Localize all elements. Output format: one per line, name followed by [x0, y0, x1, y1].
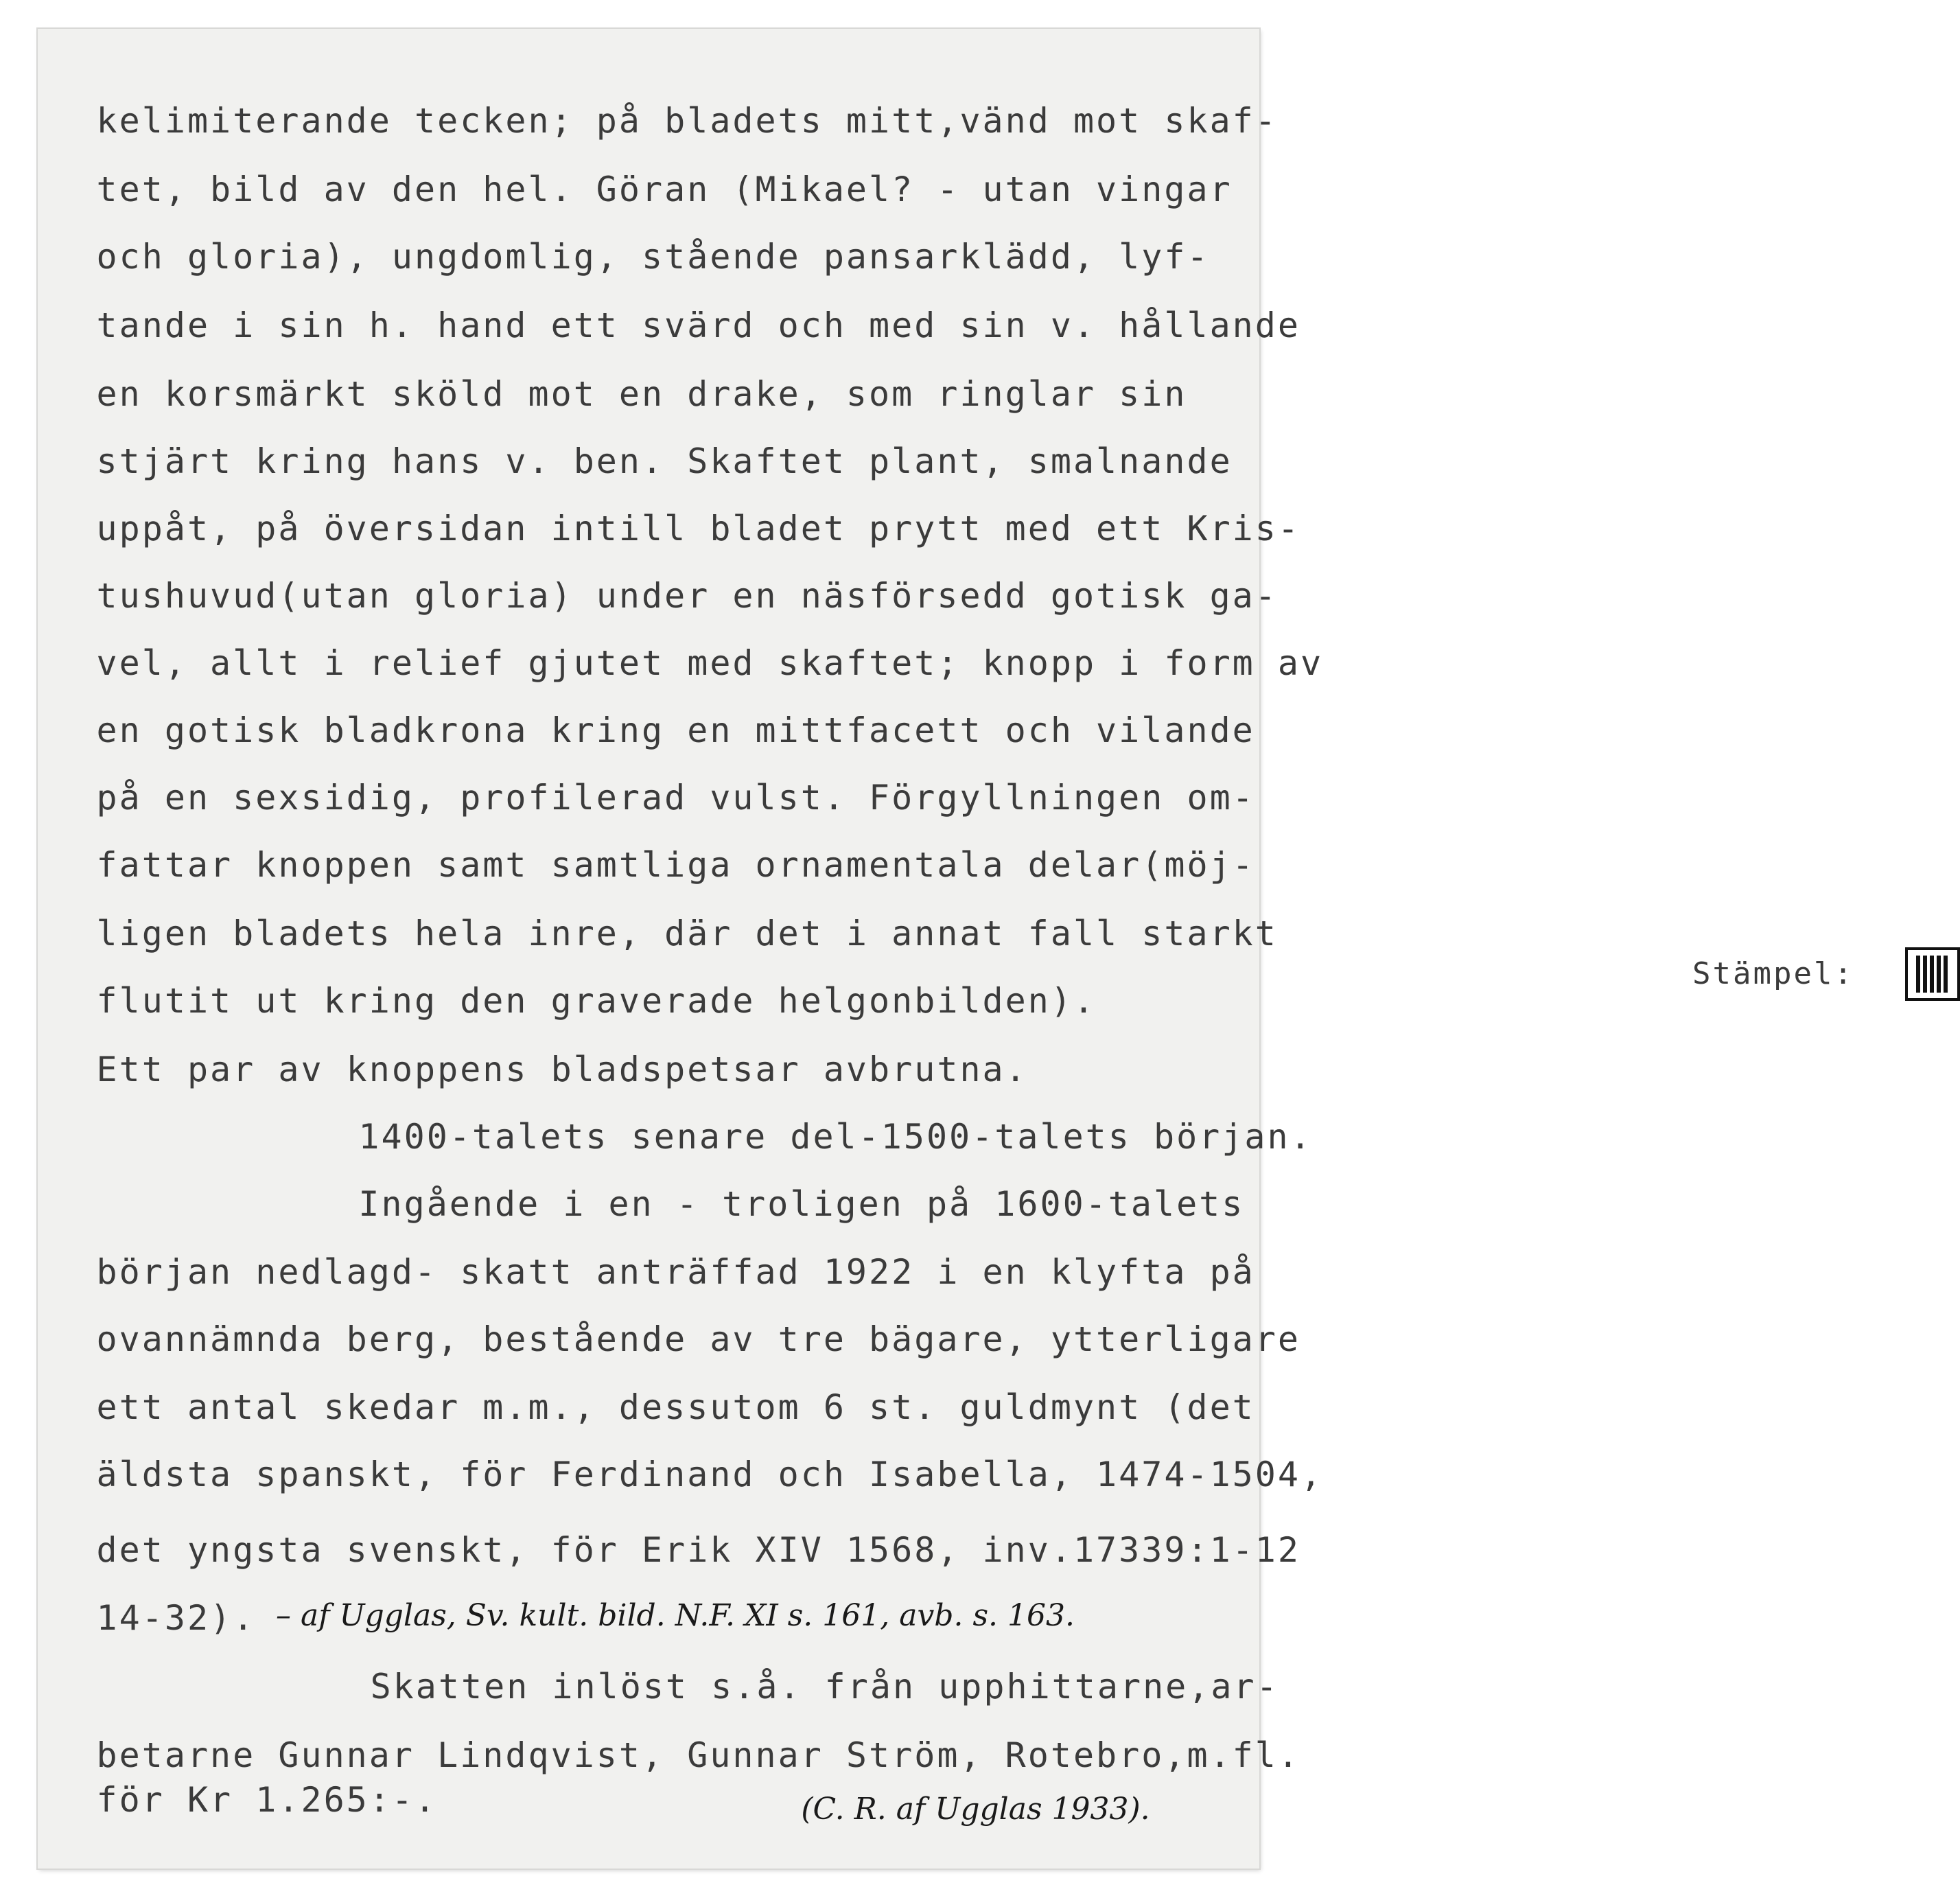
- text-line-9: vel, allt i relief gjutet med skaftet; knopp i form av: [96, 643, 1324, 683]
- text-line-15: Ett par av knoppens bladspetsar avbrutna.: [96, 1049, 1028, 1089]
- dating-line: 1400-talets senare del-1500-talets början.: [358, 1116, 1313, 1157]
- text-line-17: Ingående i en - troligen på 1600-talets: [358, 1183, 1245, 1224]
- text-line-10: en gotisk bladkrona kring en mittfacett och vilande: [96, 710, 1255, 750]
- text-line-24: Skatten inlöst s.å. från upphittarne,ar-: [370, 1667, 1279, 1707]
- text-line-2: tet, bild av den hel. Göran (Mikael? - utan vingar: [96, 170, 1233, 210]
- handwritten-signature: (C. R. af Ugglas 1933).: [801, 1792, 1150, 1827]
- text-line-13: ligen bladets hela inre, där det i annat fall starkt: [96, 913, 1278, 953]
- text-line-20: ett antal skedar m.m., dessutom 6 st. guldmynt (det: [96, 1387, 1255, 1427]
- text-line-18: början nedlagd- skatt anträffad 1922 i en klyfta på: [96, 1252, 1255, 1293]
- text-line-11: på en sexsidig, profilerad vulst. Förgyllningen om-: [96, 778, 1255, 818]
- text-line-14: flutit ut kring den graverade helgonbilden).: [96, 980, 1097, 1021]
- stamp-mark-icon: [1905, 947, 1960, 1001]
- text-line-3: och gloria), ungdomlig, stående pansarklädd, lyf-: [96, 237, 1210, 277]
- text-line-26: för Kr 1.265:-.: [96, 1780, 438, 1820]
- text-line-7: uppåt, på översidan intill bladet prytt med ett Kris-: [96, 508, 1300, 548]
- stamp-label: Stämpel:: [1692, 956, 1854, 992]
- text-line-12: fattar knoppen samt samtliga ornamentala delar(möj-: [96, 845, 1255, 886]
- text-line-21: äldsta spanskt, för Ferdinand och Isabella, 1474-1504,: [96, 1454, 1324, 1494]
- text-line-1: kelimiterande tecken; på bladets mitt,vänd mot skaf-: [96, 101, 1278, 141]
- text-line-19: ovannämnda berg, bestående av tre bägare, ytterligare: [96, 1319, 1300, 1360]
- text-line-5: en korsmärkt sköld mot en drake, som ringlar sin: [96, 373, 1187, 414]
- text-line-6: stjärt kring hans v. ben. Skaftet plant, smalnande: [96, 441, 1233, 481]
- handwritten-reference: – af Ugglas, Sv. kult. bild. N.F. XI s. 161, avb. s. 163.: [276, 1598, 1075, 1634]
- text-line-4: tande i sin h. hand ett svärd och med sin v. hållande: [96, 305, 1300, 345]
- text-line-22: det yngsta svenskt, för Erik XIV 1568, inv.17339:1-12: [96, 1529, 1300, 1570]
- text-line-25: betarne Gunnar Lindqvist, Gunnar Ström, Rotebro,m.fl.: [96, 1735, 1300, 1775]
- document-page: [38, 29, 1854, 1869]
- text-line-23: 14-32).: [96, 1598, 256, 1639]
- text-line-8: tushuvud(utan gloria) under en näsförsedd gotisk ga-: [96, 575, 1278, 616]
